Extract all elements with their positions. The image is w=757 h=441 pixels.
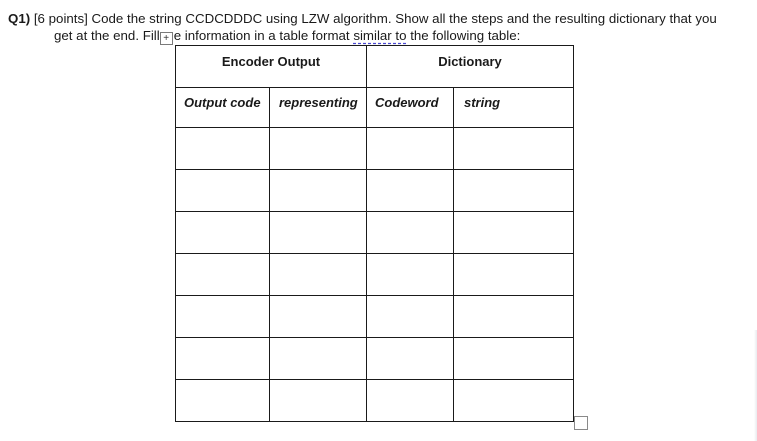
table-move-handle-icon[interactable]: +: [160, 32, 173, 45]
table-row: [176, 170, 574, 212]
table-cell[interactable]: [270, 128, 367, 170]
table-cell[interactable]: [270, 296, 367, 338]
question-line-2-start: get at the end. Fill: [54, 28, 160, 43]
table-cell[interactable]: [176, 128, 270, 170]
output-code-header: Output code: [176, 88, 270, 128]
table-cell[interactable]: [367, 128, 454, 170]
question-line-2-middle: e information in a table format: [173, 28, 354, 43]
question-text: [8, 10, 753, 45]
table-cell[interactable]: [176, 212, 270, 254]
question-line-1: [8, 10, 753, 27]
question-number: Q1): [8, 11, 31, 26]
codeword-header: Codeword: [367, 88, 454, 128]
table-cell[interactable]: [367, 212, 454, 254]
table-cell[interactable]: [270, 338, 367, 380]
table-row: [176, 212, 574, 254]
table-cell[interactable]: [367, 170, 454, 212]
lzw-table-container: [175, 45, 574, 422]
table-cell[interactable]: [270, 380, 367, 422]
table-cell[interactable]: [367, 296, 454, 338]
question-line-2-end: the following table:: [406, 28, 521, 43]
question-line-1-text: [6 points] Code the string CCDCDDDC using LZW algorithm. Show all the steps and the resulting dictionary that you: [30, 11, 717, 26]
table-cell[interactable]: [454, 338, 574, 380]
table-cell[interactable]: [176, 338, 270, 380]
table-cell[interactable]: [176, 254, 270, 296]
table-cell[interactable]: [270, 212, 367, 254]
table-row: [176, 128, 574, 170]
table-row: [176, 254, 574, 296]
table-cell[interactable]: [454, 128, 574, 170]
table-resize-handle-icon[interactable]: [574, 416, 588, 430]
table-cell[interactable]: [367, 254, 454, 296]
question-line-2: [8, 27, 753, 45]
representing-header: representing: [270, 88, 367, 128]
table-cell[interactable]: [367, 380, 454, 422]
table-cell[interactable]: [270, 254, 367, 296]
table-column-header-row: [176, 88, 574, 128]
table-cell[interactable]: [454, 296, 574, 338]
dictionary-header: Dictionary: [367, 46, 574, 88]
table-cell[interactable]: [454, 212, 574, 254]
table-cell[interactable]: [176, 296, 270, 338]
table-cell[interactable]: [454, 254, 574, 296]
table-cell[interactable]: [454, 380, 574, 422]
table-row: [176, 380, 574, 422]
encoder-output-header: Encoder Output: [176, 46, 367, 88]
table-cell[interactable]: [454, 170, 574, 212]
lzw-table: [175, 45, 574, 422]
table-row: [176, 338, 574, 380]
table-cell[interactable]: [176, 170, 270, 212]
table-cell[interactable]: [367, 338, 454, 380]
table-group-header-row: [176, 46, 574, 88]
table-cell[interactable]: [176, 380, 270, 422]
grammar-flagged-text[interactable]: similar to: [353, 28, 407, 43]
table-row: [176, 296, 574, 338]
string-header: string: [454, 88, 574, 128]
table-cell[interactable]: [270, 170, 367, 212]
